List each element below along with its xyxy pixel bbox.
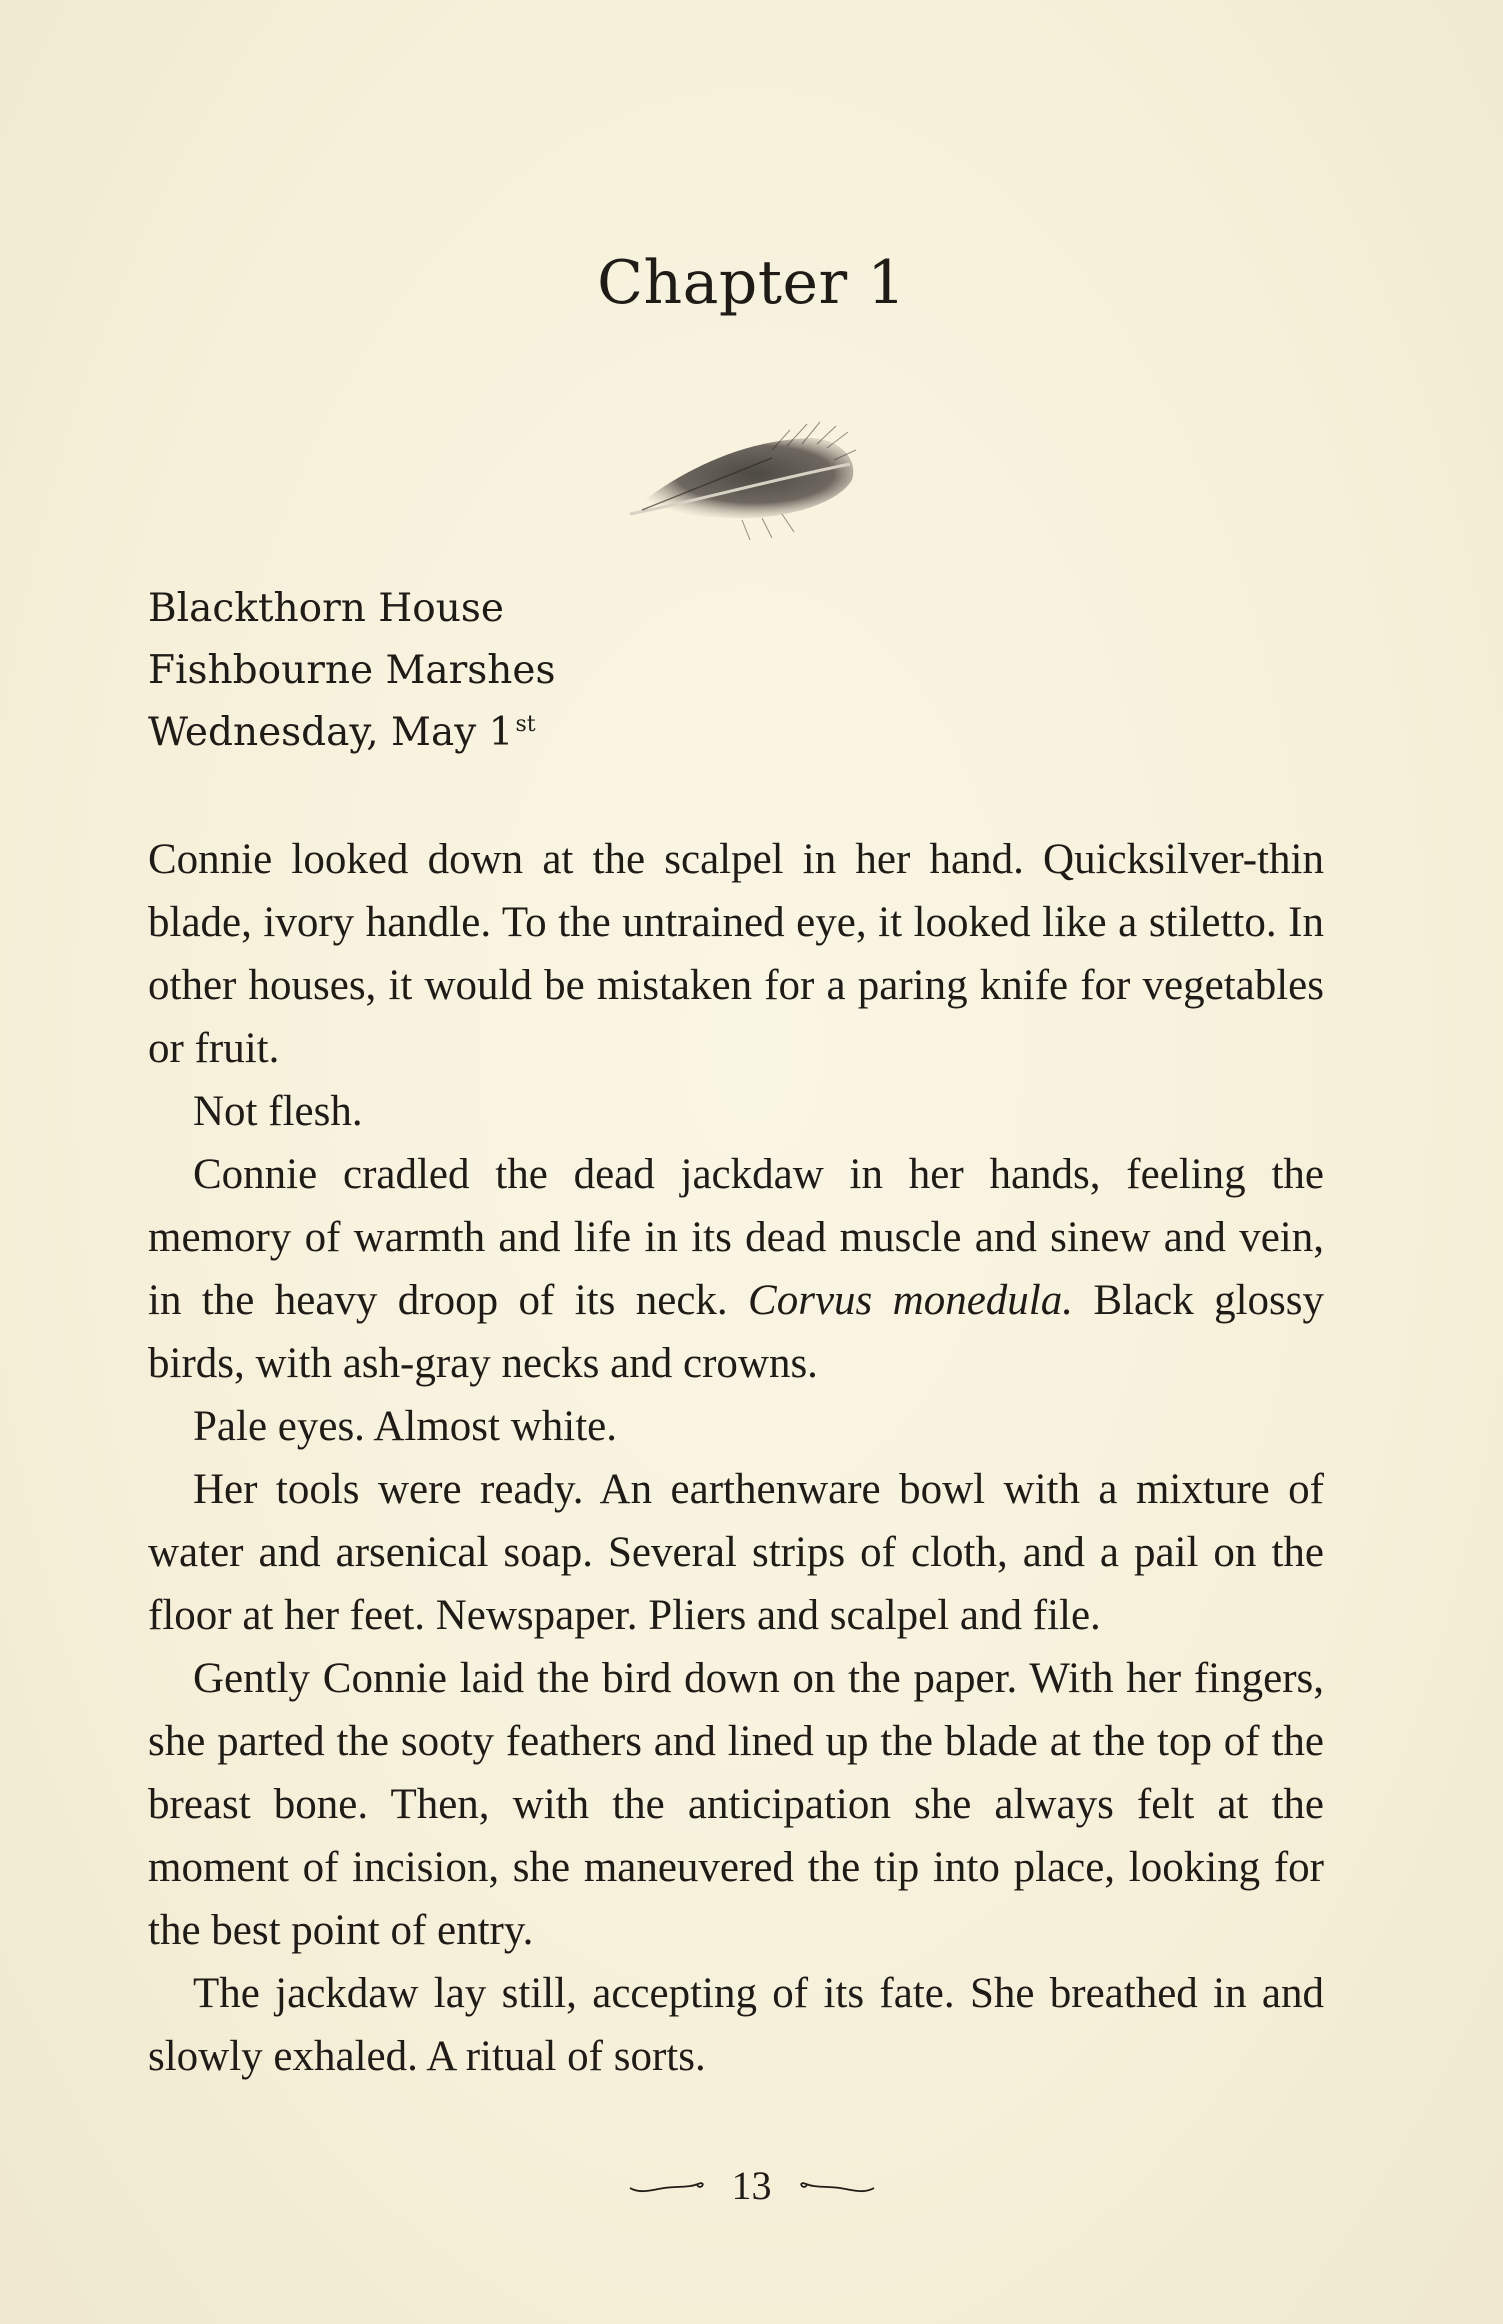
location-block <box>148 578 556 764</box>
chapter-body <box>148 828 1324 2088</box>
paragraph-1: Connie looked down at the scalpel in her hand. Quicksilver-thin blade, ivory handle. To the untrained eye, it looked like a stiletto. In other houses, it would be mistaken for a paring knife for vegetables or fruit. <box>148 836 1324 1072</box>
right-swash-icon <box>796 2176 876 2196</box>
paragraph-3-text-b: Black glossy birds, with ash-gray necks and crowns. <box>148 1277 1325 1387</box>
page-folio <box>0 2158 1503 2209</box>
paragraph-3 <box>148 1143 1324 1395</box>
paragraph-6: Gently Connie laid the bird down on the paper. With her fingers, she parted the sooty feathers and lined up the blade at the top of the breast bone. Then, with the anticipation she always felt at the moment of incision, she maneuvered the tip into place, looking for the best point of entry. <box>148 1655 1324 1954</box>
chapter-title: Chapter 1 <box>597 248 906 318</box>
left-swash-icon <box>628 2176 708 2196</box>
page-number: 13 <box>731 2163 772 2209</box>
date-ordinal: st <box>515 712 536 737</box>
paragraph-5: Her tools were ready. An earthenware bowl with a mixture of water and arsenical soap. Several strips of cloth, and a pail on the floor at her feet. Newspaper. Pliers and scalpel and file. <box>148 1466 1324 1639</box>
location-house: Blackthorn House <box>148 586 504 631</box>
feather-icon <box>622 410 862 560</box>
location-date <box>148 702 556 764</box>
paragraph-4: Pale eyes. Almost white. <box>193 1403 617 1450</box>
date-text: Wednesday, May 1 <box>148 710 514 755</box>
location-place: Fishbourne Marshes <box>148 648 556 693</box>
species-name: Corvus monedula. <box>748 1277 1074 1324</box>
paragraph-7: The jackdaw lay still, accepting of its fate. She breathed in and slowly exhaled. A ritual of sorts. <box>148 1970 1324 2080</box>
paragraph-2: Not flesh. <box>193 1088 363 1135</box>
paragraph-3-text-a: Connie cradled the dead jackdaw in her hands, feeling the memory of warmth and life in its dead muscle and sinew and vein, in the heavy droop of its neck. <box>148 1151 1324 1324</box>
